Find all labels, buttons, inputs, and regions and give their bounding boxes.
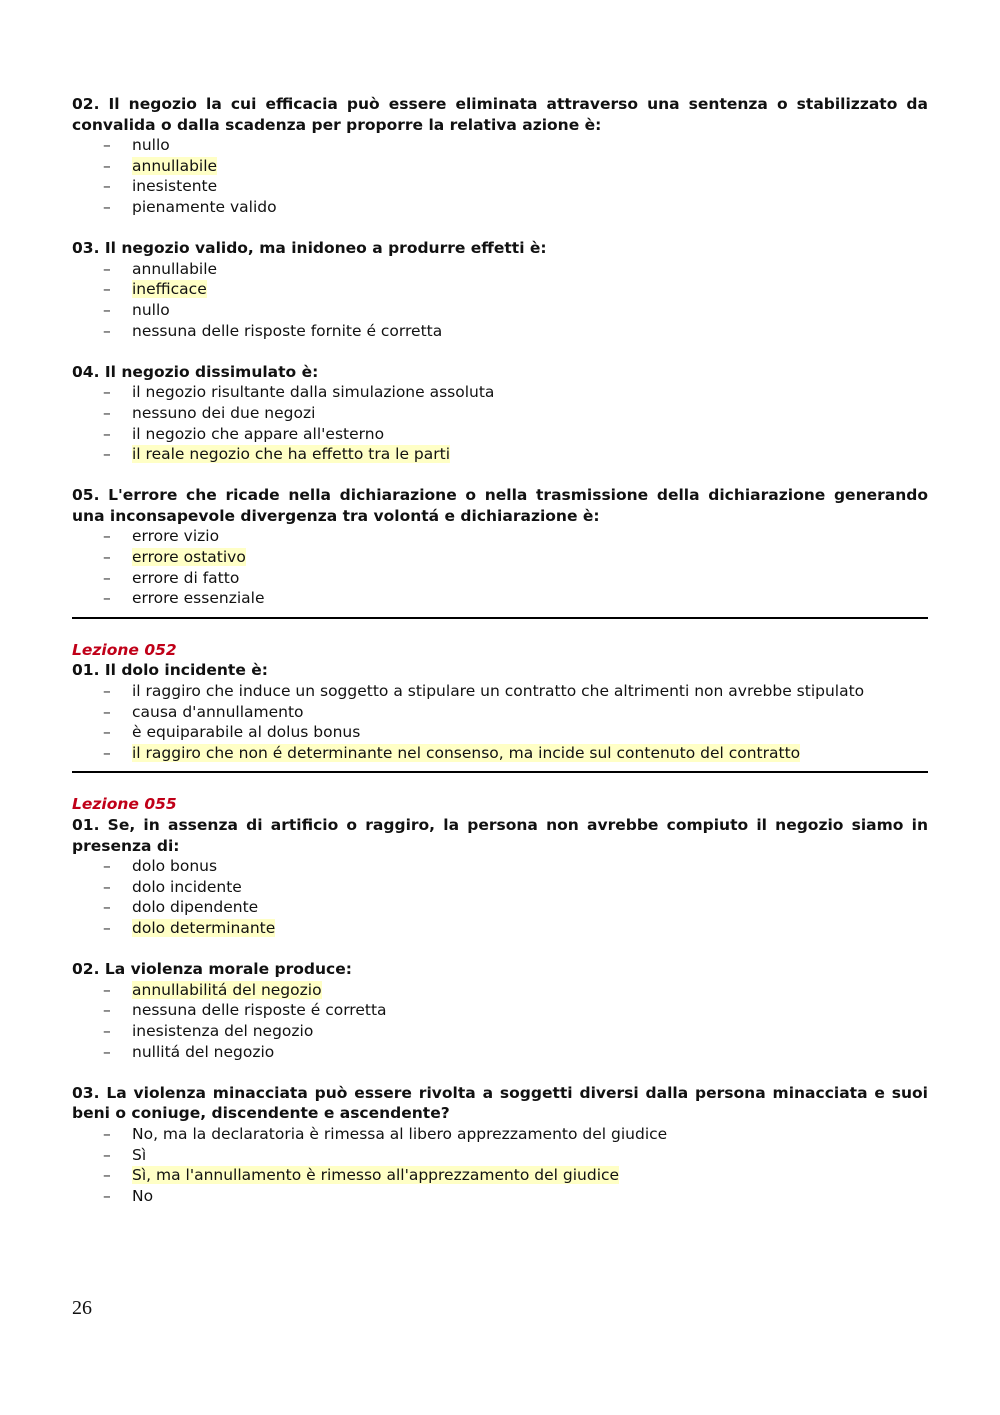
dash-icon: –: [103, 723, 111, 742]
answer-item-correct: [72, 918, 928, 939]
answer-text: nessuna delle risposte é corretta: [132, 1001, 387, 1020]
question-block-l055-1: [72, 959, 928, 1062]
dash-icon: –: [103, 383, 111, 402]
dash-icon: –: [103, 877, 111, 896]
answer-text-highlighted: Sì, ma l'annullamento è rimesso all'apprezzamento del giudice: [132, 1166, 620, 1185]
spacer: [72, 465, 928, 486]
dash-icon: –: [103, 321, 111, 340]
answer-text: pienamente valido: [132, 197, 277, 216]
answer-text-highlighted: il reale negozio che ha effetto tra le parti: [132, 445, 451, 464]
answer-item: [72, 321, 928, 342]
answer-item-correct: [72, 980, 928, 1001]
lesson-heading: Lezione 052: [72, 640, 177, 659]
dash-icon: –: [103, 156, 111, 175]
answer-item: [72, 1000, 928, 1021]
dash-icon: –: [103, 300, 111, 319]
answer-text: Sì: [132, 1145, 147, 1164]
answer-text: errore vizio: [132, 527, 220, 546]
answer-list: [72, 259, 928, 341]
answer-text: inesistente: [132, 177, 218, 196]
answer-item: [72, 382, 928, 403]
answer-list: [72, 135, 928, 217]
dash-icon: –: [103, 403, 111, 422]
dash-icon: –: [103, 1145, 111, 1164]
dash-icon: –: [103, 424, 111, 443]
dash-icon: –: [103, 1021, 111, 1040]
dash-icon: –: [103, 1166, 111, 1185]
dash-icon: –: [103, 980, 111, 999]
question-block-l055-0: [72, 815, 928, 939]
answer-list: [72, 856, 928, 938]
answer-item: [72, 856, 928, 877]
answer-item-correct: [72, 156, 928, 177]
answer-item: [72, 877, 928, 898]
answer-text: causa d'annullamento: [132, 702, 304, 721]
question-text: 03. La violenza minacciata può essere rivolta a soggetti diversi dalla persona minacciata e suoi beni o coniuge, discendente e ascendente?: [72, 1083, 928, 1123]
document-page: [72, 94, 928, 1206]
answer-item: [72, 176, 928, 197]
answer-text: dolo dipendente: [132, 898, 259, 917]
question-block-b1-2: [72, 362, 928, 465]
dash-icon: –: [103, 136, 111, 155]
answer-item: [72, 702, 928, 723]
answer-text: annullabile: [132, 259, 218, 278]
answer-item-correct: [72, 743, 928, 764]
answer-item-correct: [72, 547, 928, 568]
question-block-l055-2: [72, 1083, 928, 1207]
spacer: [72, 1062, 928, 1083]
answer-text: il raggiro che induce un soggetto a stipulare un contratto che altrimenti non avrebbe stipulato: [132, 682, 865, 701]
answer-item: [72, 1145, 928, 1166]
answer-text: nullitá del negozio: [132, 1042, 275, 1061]
dash-icon: –: [103, 1001, 111, 1020]
answer-item-correct: [72, 1165, 928, 1186]
answer-text: errore di fatto: [132, 568, 240, 587]
page-number: 26: [72, 1297, 92, 1319]
answer-item: [72, 403, 928, 424]
question-text: 02. La violenza morale produce:: [72, 960, 352, 979]
dash-icon: –: [103, 743, 111, 762]
question-block-b1-0: [72, 94, 928, 218]
question-text: 02. Il negozio la cui efficacia può essere eliminata attraverso una sentenza o stabilizzato da convalida o dalla scadenza per proporre la relativa azione è:: [72, 95, 928, 134]
dash-icon: –: [103, 918, 111, 937]
answer-text: dolo incidente: [132, 877, 242, 896]
answer-item: [72, 722, 928, 743]
answer-text: nessuno dei due negozi: [132, 403, 316, 422]
section-divider: [72, 771, 928, 773]
answer-item: [72, 897, 928, 918]
answer-text: nullo: [132, 136, 170, 155]
answer-item: [72, 588, 928, 609]
answer-text: nullo: [132, 300, 170, 319]
dash-icon: –: [103, 857, 111, 876]
answer-text-highlighted: annullabile: [132, 156, 218, 175]
answer-list: [72, 681, 928, 763]
lesson-heading: Lezione 055: [72, 795, 177, 814]
spacer: [72, 939, 928, 960]
answer-item: [72, 1124, 928, 1145]
answer-item: [72, 1042, 928, 1063]
answer-item-correct: [72, 279, 928, 300]
answer-item: [72, 197, 928, 218]
answer-text: No, ma la declaratoria è rimessa al libero apprezzamento del giudice: [132, 1124, 668, 1143]
answer-item: [72, 135, 928, 156]
answer-item: [72, 568, 928, 589]
question-text: 01. Se, in assenza di artificio o raggiro, la persona non avrebbe compiuto il negozio siamo in presenza di:: [72, 816, 928, 855]
answer-item: [72, 681, 928, 702]
answer-text: dolo bonus: [132, 857, 218, 876]
section-divider: [72, 617, 928, 619]
answer-item: [72, 300, 928, 321]
dash-icon: –: [103, 682, 111, 701]
dash-icon: –: [103, 197, 111, 216]
spacer: [72, 218, 928, 239]
answer-list: [72, 980, 928, 1062]
dash-icon: –: [103, 259, 111, 278]
question-block-b1-1: [72, 238, 928, 341]
answer-text: è equiparabile al dolus bonus: [132, 723, 361, 742]
answer-item: [72, 1021, 928, 1042]
answer-text-highlighted: dolo determinante: [132, 918, 276, 937]
dash-icon: –: [103, 1186, 111, 1205]
answer-list: [72, 526, 928, 608]
dash-icon: –: [103, 548, 111, 567]
answer-item: [72, 526, 928, 547]
answer-text: nessuna delle risposte fornite é corretta: [132, 321, 443, 340]
question-text: 04. Il negozio dissimulato è:: [72, 362, 319, 381]
question-text: 01. Il dolo incidente è:: [72, 661, 268, 680]
answer-text-highlighted: annullabilitá del negozio: [132, 980, 322, 999]
answer-text: il negozio risultante dalla simulazione assoluta: [132, 383, 495, 402]
dash-icon: –: [103, 589, 111, 608]
dash-icon: –: [103, 568, 111, 587]
dash-icon: –: [103, 1042, 111, 1061]
dash-icon: –: [103, 280, 111, 299]
answer-text-highlighted: errore ostativo: [132, 548, 246, 567]
dash-icon: –: [103, 527, 111, 546]
question-text: 05. L'errore che ricade nella dichiarazione o nella trasmissione della dichiarazione generando una inconsapevole divergenza tra volontá e dichiarazione è:: [72, 486, 928, 525]
answer-text-highlighted: inefficace: [132, 280, 207, 299]
dash-icon: –: [103, 898, 111, 917]
answer-list: [72, 1124, 928, 1206]
dash-icon: –: [103, 702, 111, 721]
question-block-b1-3: [72, 485, 928, 609]
answer-text: inesistenza del negozio: [132, 1021, 314, 1040]
answer-item: [72, 424, 928, 445]
question-text: 03. Il negozio valido, ma inidoneo a produrre effetti è:: [72, 239, 547, 258]
answer-text-highlighted: il raggiro che non é determinante nel consenso, ma incide sul contenuto del contratto: [132, 743, 801, 762]
answer-text: errore essenziale: [132, 589, 265, 608]
answer-item-correct: [72, 444, 928, 465]
answer-text: il negozio che appare all'esterno: [132, 424, 385, 443]
answer-item: [72, 259, 928, 280]
question-block-l052-0: [72, 660, 928, 763]
answer-text: No: [132, 1186, 154, 1205]
dash-icon: –: [103, 445, 111, 464]
answer-list: [72, 382, 928, 464]
answer-item: [72, 1186, 928, 1207]
dash-icon: –: [103, 177, 111, 196]
spacer: [72, 341, 928, 362]
dash-icon: –: [103, 1124, 111, 1143]
